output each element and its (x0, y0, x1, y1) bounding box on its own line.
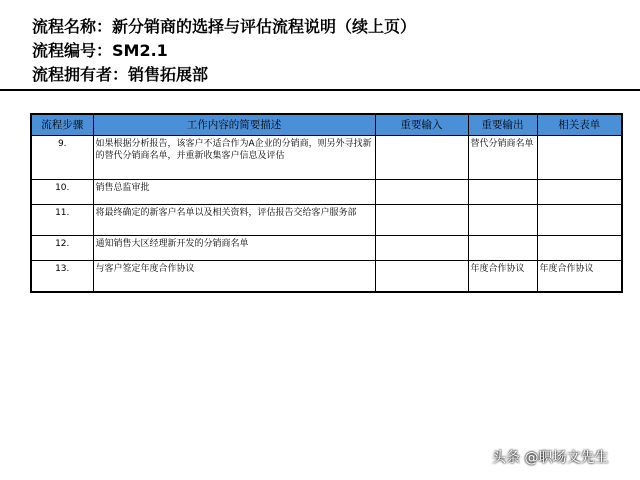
table-header-row (31, 114, 622, 136)
step-cell: 12. (31, 236, 93, 261)
watermark: 头条 @职场文先生 (492, 450, 609, 466)
form-cell (537, 180, 622, 205)
form-cell (537, 205, 622, 236)
form-cell (537, 236, 622, 261)
col-header-description: 工作内容的简要描述 (93, 114, 375, 136)
form-cell (537, 136, 622, 180)
description-cell: 销售总监审批 (93, 180, 375, 205)
step-cell: 9. (31, 136, 93, 180)
input-cell (375, 236, 468, 261)
input-cell (375, 261, 468, 292)
table-row (31, 136, 622, 180)
output-cell: 替代分销商名单 (468, 136, 537, 180)
process-number: 流程编号：SM2.1 (32, 41, 168, 60)
col-header-forms: 相关表单 (537, 114, 622, 136)
col-header-step: 流程步骤 (31, 114, 93, 136)
description-cell: 通知销售大区经理新开发的分销商名单 (93, 236, 375, 261)
description-cell: 与客户签定年度合作协议 (93, 261, 375, 292)
step-cell: 13. (31, 261, 93, 292)
output-cell: 年度合作协议 (468, 261, 537, 292)
table-row (31, 180, 622, 205)
description-cell: 如果根据分析报告，该客户不适合作为A企业的分销商，则另外寻找新的替代分销商名单，并重新收集客户信息及评估 (93, 136, 375, 180)
process-owner: 流程拥有者：销售拓展部 (32, 65, 209, 84)
step-cell: 11. (31, 205, 93, 236)
table-row (31, 236, 622, 261)
col-header-input: 重要输入 (375, 114, 468, 136)
description-cell: 将最终确定的新客户名单以及相关资料，评估报告交给客户服务部 (93, 205, 375, 236)
table-row (31, 205, 622, 236)
output-cell (468, 205, 537, 236)
col-header-output: 重要输出 (468, 114, 537, 136)
table-row (31, 261, 622, 292)
output-cell (468, 236, 537, 261)
input-cell (375, 180, 468, 205)
form-cell: 年度合作协议 (537, 261, 622, 292)
process-table (30, 113, 623, 293)
header-divider (0, 89, 640, 91)
input-cell (375, 136, 468, 180)
input-cell (375, 205, 468, 236)
step-cell: 10. (31, 180, 93, 205)
process-name: 流程名称：新分销商的选择与评估流程说明（续上页） (32, 17, 417, 36)
output-cell (468, 180, 537, 205)
